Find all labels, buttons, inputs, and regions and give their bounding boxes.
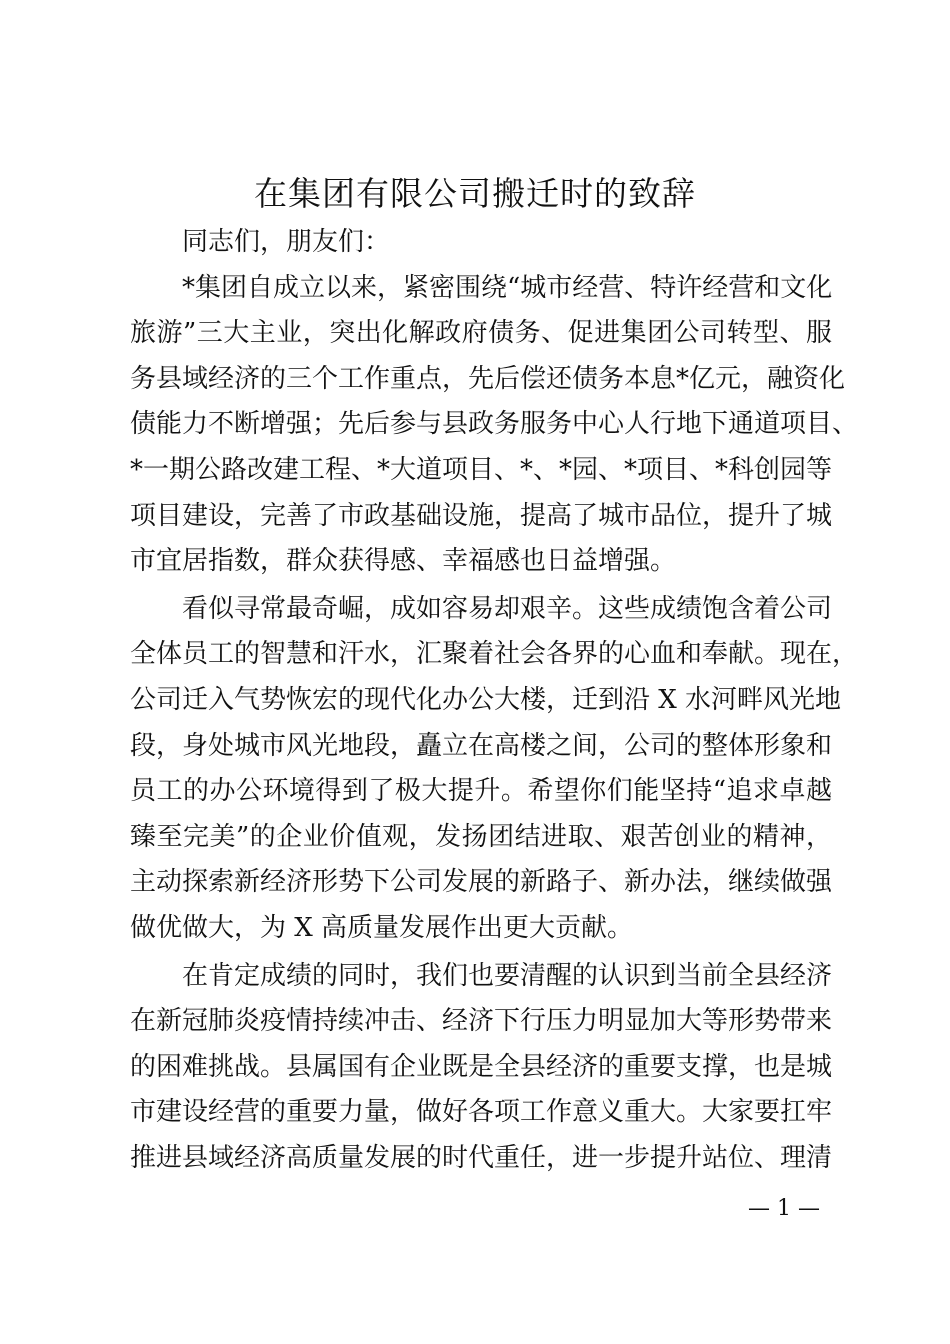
paragraph-line: 的困难挑战。县属国有企业既是全县经济的重要支撑，也是城 bbox=[130, 1051, 833, 1082]
paragraph-line: 在新冠肺炎疫情持续冲击、经济下行压力明显加大等形势带来 bbox=[130, 1006, 833, 1037]
paragraph-line: 全体员工的智慧和汗水，汇聚着社会各界的心血和奉献。现在， bbox=[130, 639, 859, 670]
paragraph-line: 在肯定成绩的同时，我们也要清醒的认识到当前全县经济 bbox=[182, 960, 833, 991]
paragraph-1 bbox=[130, 266, 859, 585]
paragraph-line: *一期公路改建工程、*大道项目、*、*园、*项目、*科创园等 bbox=[130, 454, 833, 485]
paragraph-line: 债能力不断增强；先后参与县政务服务中心人行地下通道项目、 bbox=[130, 409, 859, 440]
paragraph-line: 公司迁入气势恢宏的现代化办公大楼，迁到沿 X 水河畔风光地 bbox=[130, 684, 842, 715]
document-body bbox=[130, 220, 859, 1181]
page-number: — 1 — bbox=[748, 1196, 820, 1221]
paragraph-2 bbox=[130, 587, 859, 952]
paragraph-line: 务县域经济的三个工作重点，先后偿还债务本息*亿元，融资化 bbox=[130, 363, 846, 394]
paragraph-line: 段，身处城市风光地段，矗立在高楼之间，公司的整体形象和 bbox=[130, 730, 833, 761]
paragraph-line: 项目建设，完善了市政基础设施，提高了城市品位，提升了城 bbox=[130, 500, 833, 531]
paragraph-line: 员工的办公环境得到了极大提升。希望你们能坚持“追求卓越 bbox=[130, 776, 832, 807]
paragraph-line: *集团自成立以来，紧密围绕“城市经营、特许经营和文化 bbox=[182, 272, 833, 303]
paragraph-line: 市宜居指数，群众获得感、幸福感也日益增强。 bbox=[130, 546, 677, 577]
paragraph-3 bbox=[130, 954, 832, 1182]
paragraph-line: 推进县域经济高质量发展的时代重任，进一步提升站位、理清 bbox=[130, 1142, 833, 1173]
paragraph-line: 做优做大，为 X 高质量发展作出更大贡献。 bbox=[130, 912, 634, 943]
paragraph-line: 市建设经营的重要力量，做好各项工作意义重大。大家要扛牢 bbox=[130, 1097, 833, 1128]
paragraph-line: 旅游”三大主业，突出化解政府债务、促进集团公司转型、服 bbox=[130, 318, 832, 349]
paragraph-line: 臻至完美”的企业价值观，发扬团结进取、艰苦创业的精神， bbox=[130, 821, 832, 852]
greeting: 同志们，朋友们： bbox=[182, 227, 391, 257]
document-title: 在集团有限公司搬迁时的致辞 bbox=[254, 174, 696, 213]
paragraph-line: 主动探索新经济形势下公司发展的新路子、新办法，继续做强 bbox=[130, 867, 833, 898]
paragraph-line: 看似寻常最奇崛，成如容易却艰辛。这些成绩饱含着公司 bbox=[182, 593, 833, 624]
